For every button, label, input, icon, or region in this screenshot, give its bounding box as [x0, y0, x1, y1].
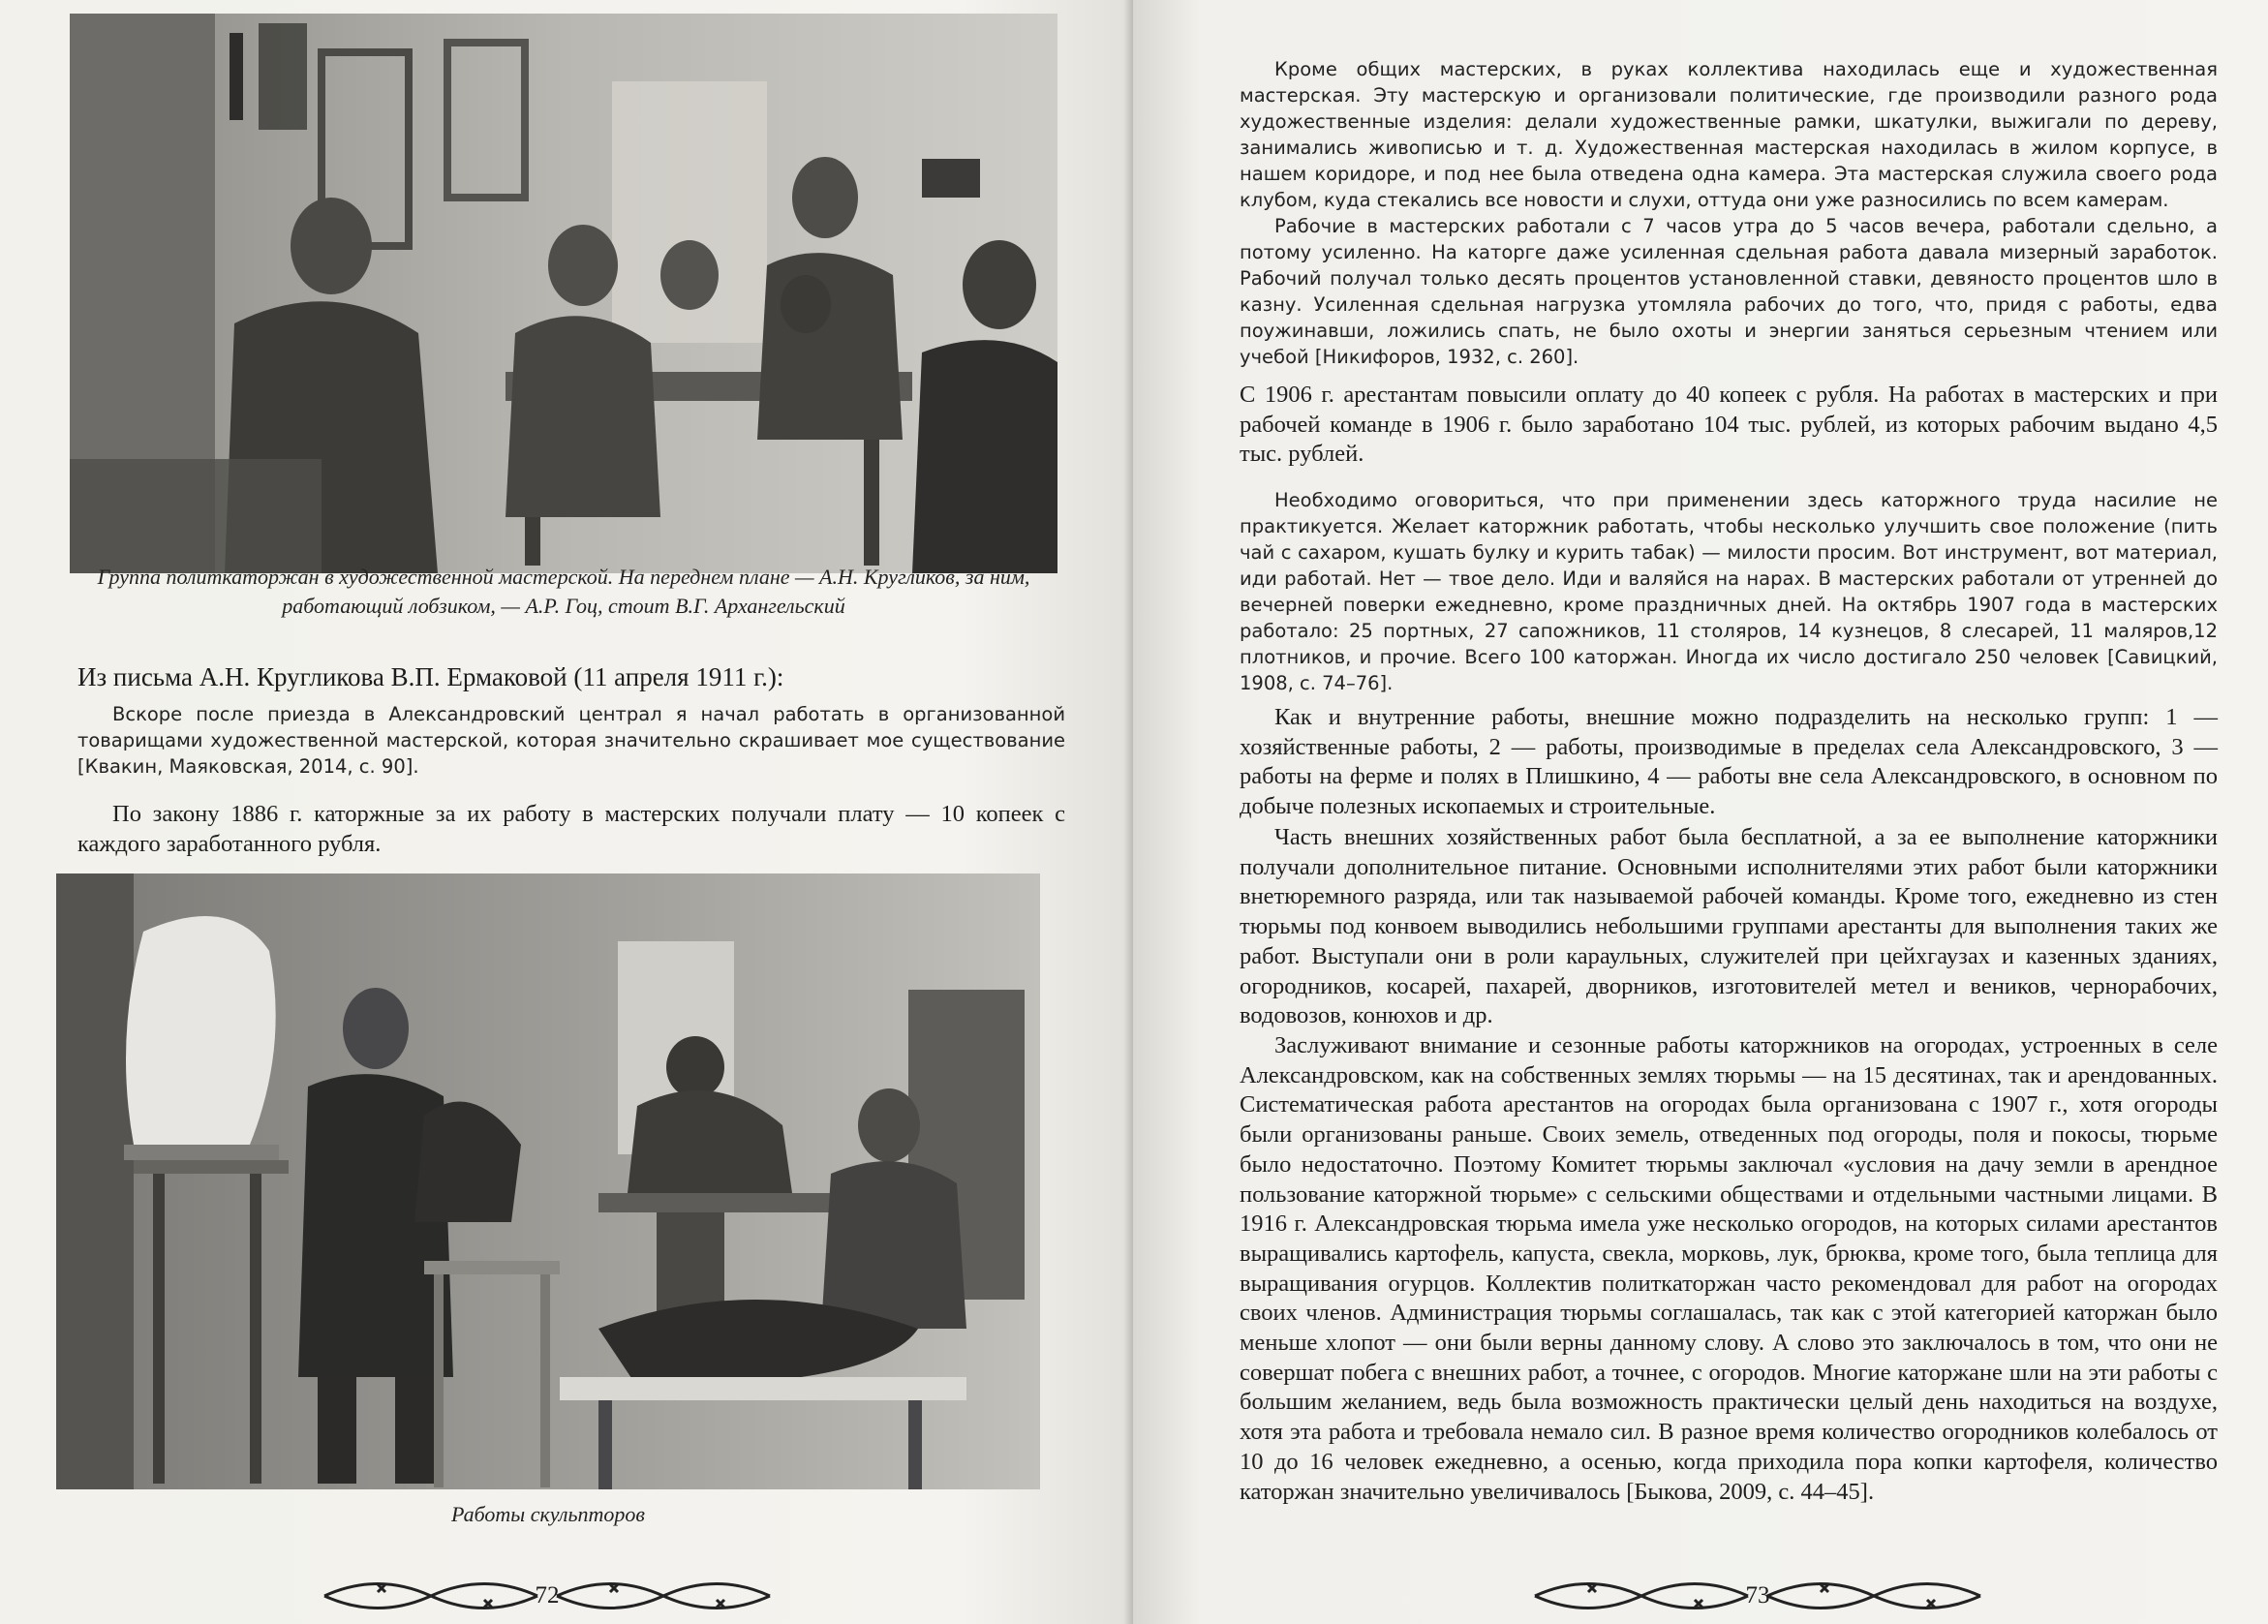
sculptors-photo-caption: Работы скульпторов: [451, 1502, 645, 1526]
gardens-paragraph: Заслуживают внимание и сезонные работы каторжников на огородах, устроенных в селе Александровском, как на собственных землях тюрьмы — на 15 десятинах, так и арендованных. Систематическая работа арестантов на огородах была организована с 1907 г., хотя огороды были организованы раньше. Своих земель, отведенных под огороды, поля и покосы, тюрьме было недостаточно. Поэтому Комитет тюрьмы заключал «условия на дачу земли в арендное пользование каторжной тюрьме» с сельскими обществами и отдельными частными лицами. В 1916 г. Александровская тюрьма имела уже несколько огородов, на которых силами арестантов выращивались картофель, капуста, свекла, морковь, лук, брюква, кроме того, была теплица для выращивания огурцов. Коллектив политкаторжан часто рекомендовал для работ на огородах своих членов. Администрация тюрьмы соглашалась, так как с этой категорией каторжан было меньше хлопот — они были верны данному слову. А слово это заключалось в том, что они не совершат побега с внешних работ, а точнее, с огородов. Многие каторжане шли на эти работы с большим желанием, ведь была возможность практически целый день находиться на воздухе, хотя эта работа и требовала немало сил. В разное время количество огородников колебалось от 10 до 16 человек ежедневно, а осенью, когда приходила пора копки картофеля, количество каторжан значительно увеличивалось [Быкова, 2009, с. 44–45].: [1240, 1032, 2218, 1505]
art-workshop-quote-p1: Кроме общих мастерских, в руках коллектива находилась еще и художественная мастерская. Эту мастерскую и организовали политические, где производили разного рода художественные изделия: делали художественные рамки, шкатулки, выжигали по дереву, занимались живописью и т. д. Художественная мастерская находилась в жилом корпусе, в нашем коридоре, и под нее была отведена одна камера. Эта мастерская служила своего рода клубом, куда стекались все новости и слухи, оттуда они уже разносились по всем камерам.: [1240, 58, 2218, 211]
forced-labor-quote-text: Необходимо оговориться, что при применении здесь каторжного труда насилие не практикуется. Желает каторжник работать, чтобы несколько улучшить свое положение (пить чай с сахаром, кушать булку и курить табак) — милости просим. Вот инструмент, вот материал, иди работай. Нет — твое дело. Иди и валяйся на нарах. В мастерских работали от утренней до вечерней поверки ежедневно, кроме праздничных дней. На октябрь 1907 года в мастерских работало: 25 портных, 27 сапожников, 11 столяров, 14 кузнецов, 8 слесарей, 11 маляров,12 плотников, и прочие. Всего 100 каторжан. Иногда их число достигало 250 человек [Савицкий, 1908, с. 74–76].: [1240, 489, 2218, 694]
sculptors-photo-icon: [56, 873, 1040, 1489]
payment-paragraph-text: По закону 1886 г. каторжные за их работу в мастерских получали плату — 10 копеек с каждого заработанного рубля.: [77, 801, 1065, 857]
right-page: [1133, 0, 2268, 1624]
page-number-right: 73: [1745, 1582, 1770, 1609]
page-number-left: 72: [535, 1582, 560, 1609]
art-workshop-quote-p2: Рабочие в мастерских работали с 7 часов утра до 5 часов вечера, работали сдельно, а потому усиленно. На каторге даже усиленная сдельная работа давала мизерный заработок. Рабочий получал только десять процентов установленной ставки, девяносто процентов шло в казну. Усиленная сдельная нагрузка утомляла рабочих до того, что, придя с работы, едва поужинавши, ложились спать, не было охоты и энергии заняться серьезным чтением или учебой [Никифоров, 1932, с. 260].: [1240, 215, 2218, 368]
workshop-photo-icon: [70, 14, 1057, 573]
wage-paragraph: С 1906 г. арестантам повысили оплату до 40 копеек с рубля. На работах в мастерских и при рабочей команде в 1906 г. было заработано 104 тыс. рублей, из которых рабочим выдано 4,5 тыс. рублей.: [1240, 382, 2218, 468]
external-work-groups-paragraph: Как и внутренние работы, внешние можно подразделить на несколько групп: 1 — хозяйственные работы, 2 — работы, производимые в пределах села Александровского, 3 — работы на ферме и полях в Плишкино, 4 — работы вне села Александровского, в основном по добыче полезных ископаемых и строительные.: [1240, 704, 2218, 820]
workshop-photo: [70, 14, 1057, 573]
sculptors-photo: [56, 873, 1040, 1489]
forced-labor-quote: [1240, 487, 2218, 696]
left-page: [0, 0, 1133, 1624]
workshop-photo-caption: Группа политкаторжан в художественной мастерской. На переднем плане — А.Н. Кругликов, за ним, работающий лобзиком, — А.Р. Гоц, стоит В.Г. Архангельский: [97, 565, 1030, 618]
letter-heading: Из письма А.Н. Кругликова В.П. Ермаковой (11 апреля 1911 г.):: [77, 662, 784, 691]
letter-quote-text: Вскоре после приезда в Александровский централ я начал работать в организованной товарищами художественной мастерской, которая значительно скрашивает мое существование [Квакин, Маяковская, 2014, с. 90].: [77, 703, 1065, 778]
letter-quote: [77, 701, 1065, 780]
payment-paragraph: [77, 800, 1065, 859]
art-workshop-quote: [1240, 56, 2218, 370]
external-work-free-paragraph: Часть внешних хозяйственных работ была бесплатной, а за ее выполнение каторжники получали дополнительное питание. Основными исполнителями этих работ были каторжники внетюремного разряда, или так называемой рабочей команды. Кроме того, ежедневно из стен тюрьмы под конвоем выводились небольшими группами арестанты для выполнения таких же работ. Выступали они в роли караульных, служителей при цейхгаузах и казенных зданиях, огородников, косарей, пахарей, дворников, изготовителей метел и веников, чернорабочих, водовозов, конюхов и др.: [1240, 824, 2218, 1029]
